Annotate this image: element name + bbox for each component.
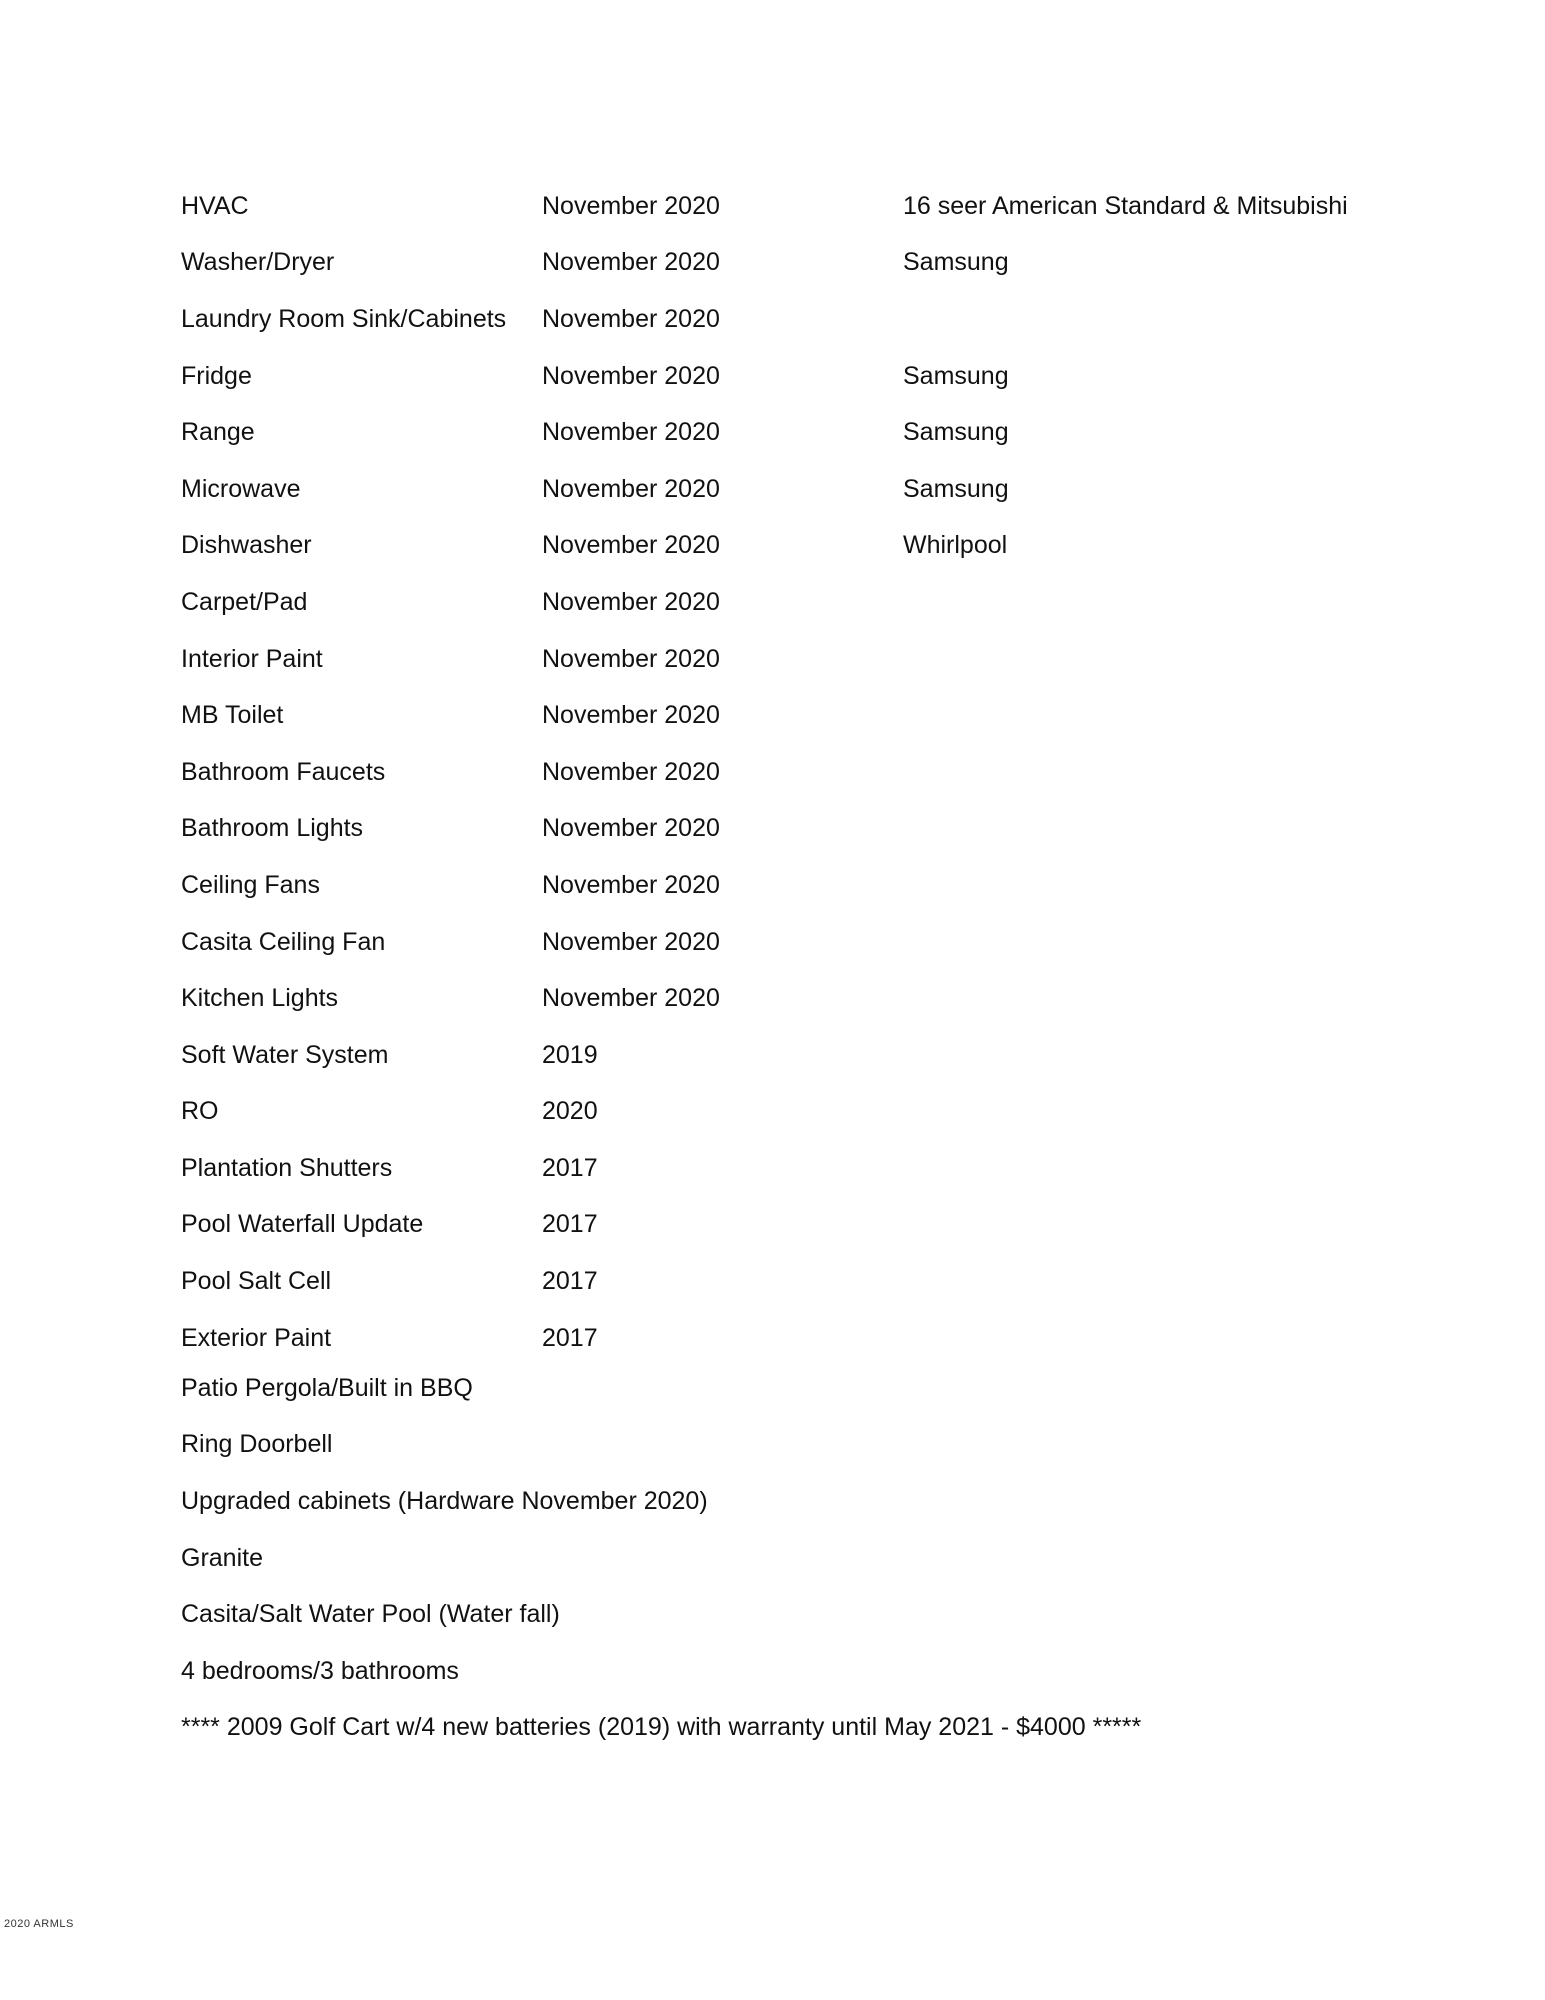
upgrade-row [181, 1027, 1481, 1084]
item-name: Exterior Paint [181, 1323, 332, 1352]
upgrade-row [181, 857, 1481, 914]
item-date: November 2020 [542, 814, 720, 843]
upgrade-row [181, 1084, 1481, 1141]
item-date: November 2020 [542, 191, 720, 220]
item-name: Ceiling Fans [181, 870, 320, 899]
item-name: RO [181, 1097, 219, 1126]
note-line: 4 bedrooms/3 bathrooms [181, 1656, 459, 1685]
upgrade-row [181, 1140, 1481, 1197]
note-line: Upgraded cabinets (Hardware November 2020) [181, 1486, 708, 1515]
note-line: Granite [181, 1543, 263, 1572]
item-date: 2017 [542, 1153, 598, 1182]
item-date: November 2020 [542, 644, 720, 673]
item-date: 2017 [542, 1210, 598, 1239]
upgrade-row [181, 1310, 1481, 1367]
item-date: November 2020 [542, 531, 720, 560]
footer-copyright: 2020 ARMLS [4, 1918, 74, 1930]
note-line: Patio Pergola/Built in BBQ [181, 1373, 473, 1402]
upgrade-row [181, 235, 1481, 292]
item-date: November 2020 [542, 361, 720, 390]
item-name: Soft Water System [181, 1040, 389, 1069]
item-date: November 2020 [542, 927, 720, 956]
upgrade-row [181, 404, 1481, 461]
item-name: Dishwasher [181, 531, 312, 560]
item-name: Bathroom Faucets [181, 757, 386, 786]
upgrade-row [181, 687, 1481, 744]
item-brand: Samsung [903, 418, 1009, 447]
note-line: Casita/Salt Water Pool (Water fall) [181, 1600, 560, 1629]
upgrade-row [181, 178, 1481, 235]
item-date: November 2020 [542, 701, 720, 730]
item-name: Kitchen Lights [181, 984, 339, 1013]
item-name: Casita Ceiling Fan [181, 927, 386, 956]
item-date: November 2020 [542, 418, 720, 447]
item-name: Carpet/Pad [181, 587, 308, 616]
item-date: 2017 [542, 1267, 598, 1296]
item-date: 2020 [542, 1097, 598, 1126]
upgrade-row [181, 1197, 1481, 1254]
item-date: 2017 [542, 1323, 598, 1352]
item-name: HVAC [181, 191, 249, 220]
item-date: November 2020 [542, 870, 720, 899]
item-name: Plantation Shutters [181, 1153, 393, 1182]
note-line: **** 2009 Golf Cart w/4 new batteries (2019) with warranty until May 2021 - $4000 ***** [181, 1713, 1142, 1742]
item-name: MB Toilet [181, 701, 284, 730]
item-name: Interior Paint [181, 644, 323, 673]
item-name: Fridge [181, 361, 252, 390]
item-name: Microwave [181, 474, 301, 503]
item-name: Bathroom Lights [181, 814, 364, 843]
upgrade-row [181, 744, 1481, 801]
upgrade-row [181, 801, 1481, 858]
item-date: November 2020 [542, 757, 720, 786]
upgrade-row [181, 574, 1481, 631]
item-date: November 2020 [542, 474, 720, 503]
item-name: Pool Salt Cell [181, 1267, 332, 1296]
item-brand: Samsung [903, 361, 1009, 390]
upgrade-list [181, 178, 1481, 1366]
upgrade-row [181, 348, 1481, 405]
item-date: November 2020 [542, 984, 720, 1013]
upgrade-row [181, 1253, 1481, 1310]
upgrade-row [181, 631, 1481, 688]
item-name: Pool Waterfall Update [181, 1210, 424, 1239]
item-date: November 2020 [542, 304, 720, 333]
upgrade-row [181, 461, 1481, 518]
upgrade-row [181, 914, 1481, 971]
item-date: 2019 [542, 1040, 598, 1069]
item-name: Washer/Dryer [181, 248, 335, 277]
item-brand: Samsung [903, 248, 1009, 277]
item-date: November 2020 [542, 587, 720, 616]
note-line: Ring Doorbell [181, 1430, 333, 1459]
item-brand: Samsung [903, 474, 1009, 503]
upgrade-row [181, 518, 1481, 575]
item-name: Range [181, 418, 255, 447]
upgrade-row [181, 970, 1481, 1027]
item-date: November 2020 [542, 248, 720, 277]
item-name: Laundry Room Sink/Cabinets [181, 304, 507, 333]
item-brand: Whirlpool [903, 531, 1008, 560]
item-brand: 16 seer American Standard & Mitsubishi [903, 191, 1348, 220]
notes-list [181, 1360, 1481, 1756]
upgrade-row [181, 291, 1481, 348]
